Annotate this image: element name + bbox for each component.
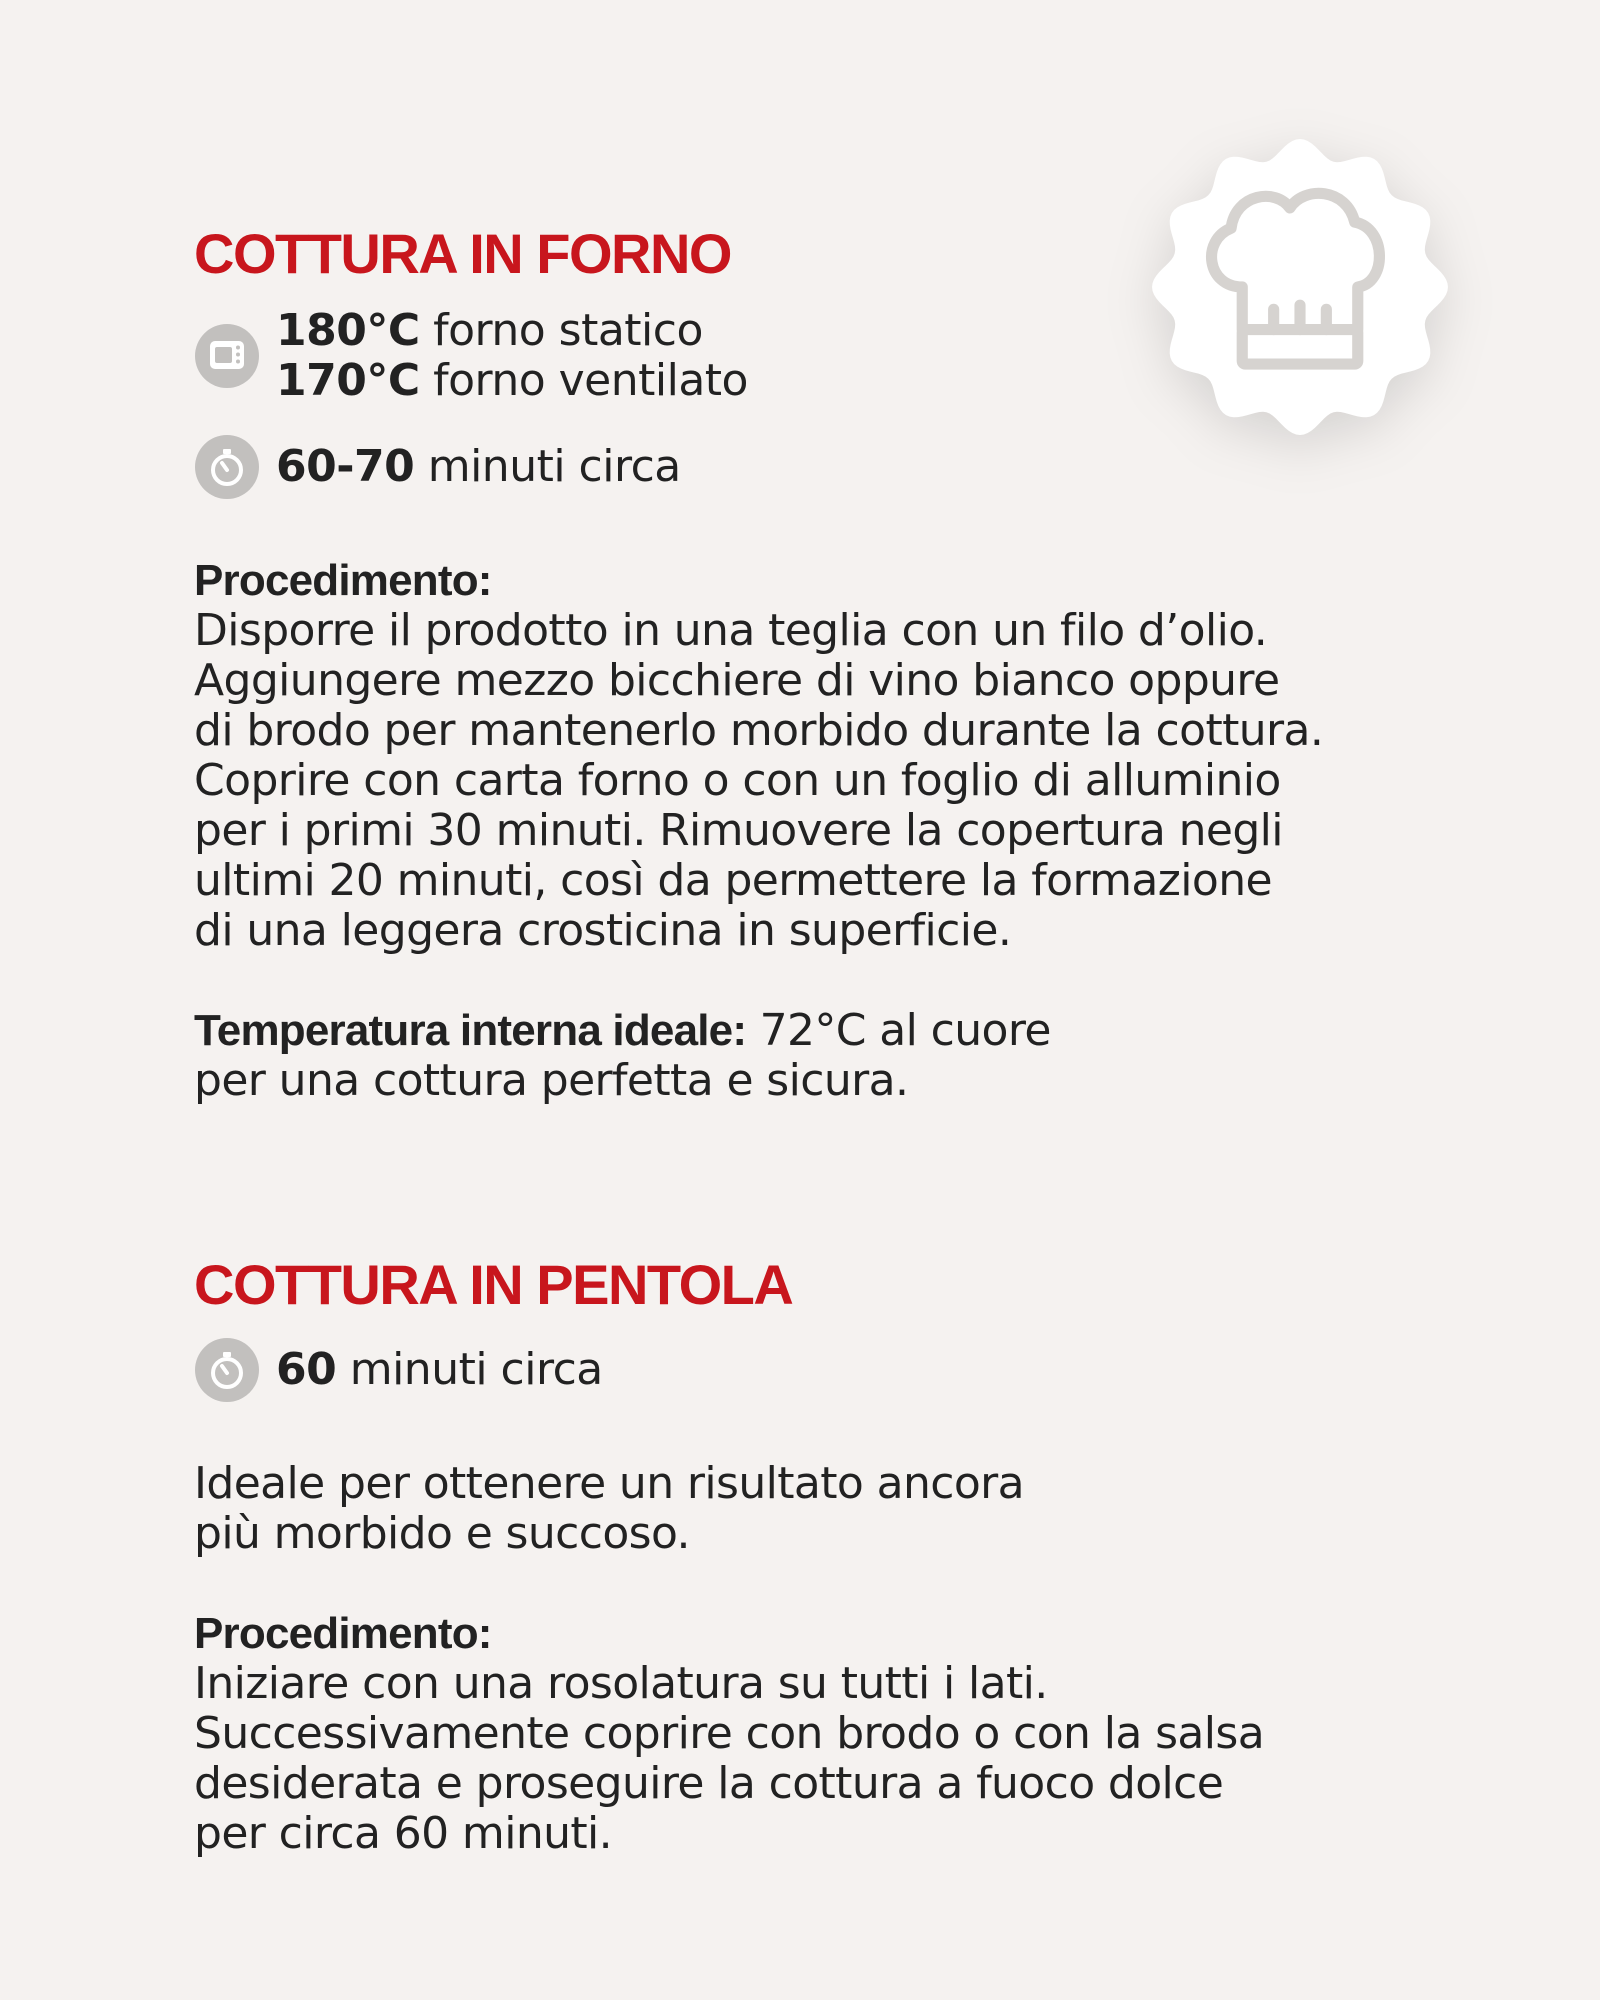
procedure-line: Coprire con carta forno o con un foglio di alluminio bbox=[194, 755, 1281, 806]
procedure-line: ultimi 20 minuti, così da permettere la formazione bbox=[194, 855, 1272, 906]
intro-line: Ideale per ottenere un risultato ancora bbox=[194, 1458, 1025, 1509]
procedure-line: Disporre il prodotto in una teglia con un filo d’olio. bbox=[194, 605, 1268, 656]
procedure-line: di una leggera crosticina in superficie. bbox=[194, 905, 1012, 956]
procedure-line: desiderata e proseguire la cottura a fuoco dolce bbox=[194, 1758, 1224, 1809]
temp-fan-value: 170°C bbox=[276, 355, 420, 406]
procedure-line: per i primi 30 minuti. Rimuovere la copertura negli bbox=[194, 805, 1283, 856]
procedure-label-forno: Procedimento: bbox=[194, 556, 492, 605]
procedure-text-forno bbox=[194, 606, 1323, 956]
procedure-line: Successivamente coprire con brodo o con la salsa bbox=[194, 1708, 1265, 1759]
pot-time-row bbox=[194, 1337, 1264, 1403]
oven-time-text bbox=[276, 442, 681, 492]
section-title-forno: COTTURA IN FORNO bbox=[194, 222, 731, 285]
internal-temp-note: per una cottura perfetta e sicura. bbox=[194, 1055, 909, 1106]
section-title-pentola: COTTURA IN PENTOLA bbox=[194, 1253, 793, 1316]
pot-time-value: 60 bbox=[276, 1344, 337, 1395]
internal-temp-label: Temperatura interna ideale: bbox=[194, 1006, 747, 1055]
oven-temp-text bbox=[276, 306, 748, 406]
pot-time-text bbox=[276, 1345, 603, 1395]
stopwatch-icon bbox=[194, 1337, 260, 1403]
temp-static-label: forno statico bbox=[419, 305, 703, 356]
intro-line: più morbido e succoso. bbox=[194, 1508, 690, 1559]
procedure-line: Aggiungere mezzo bicchiere di vino bianco oppure bbox=[194, 655, 1280, 706]
oven-time-label: minuti circa bbox=[414, 441, 681, 492]
temp-fan-label: forno ventilato bbox=[419, 355, 748, 406]
procedure-line: di brodo per mantenerlo morbido durante la cottura. bbox=[194, 705, 1324, 756]
stopwatch-icon bbox=[194, 434, 260, 500]
oven-time-value: 60-70 bbox=[276, 441, 415, 492]
temp-static-value: 180°C bbox=[276, 305, 420, 356]
oven-icon bbox=[194, 323, 260, 389]
internal-temp-value: 72°C al cuore bbox=[746, 1005, 1051, 1056]
oven-time-row bbox=[194, 434, 1323, 500]
intro-text-pentola bbox=[194, 1459, 1264, 1559]
internal-temp-text bbox=[194, 1006, 1323, 1106]
pot-time-label: minuti circa bbox=[336, 1344, 603, 1395]
procedure-line: per circa 60 minuti. bbox=[194, 1808, 613, 1859]
section-pentola bbox=[194, 1253, 1264, 1859]
procedure-label-pentola: Procedimento: bbox=[194, 1609, 492, 1658]
procedure-line: Iniziare con una rosolatura su tutti i lati. bbox=[194, 1658, 1048, 1709]
oven-temp-row bbox=[194, 306, 1323, 406]
procedure-text-pentola bbox=[194, 1659, 1264, 1859]
section-forno bbox=[194, 222, 1323, 1106]
